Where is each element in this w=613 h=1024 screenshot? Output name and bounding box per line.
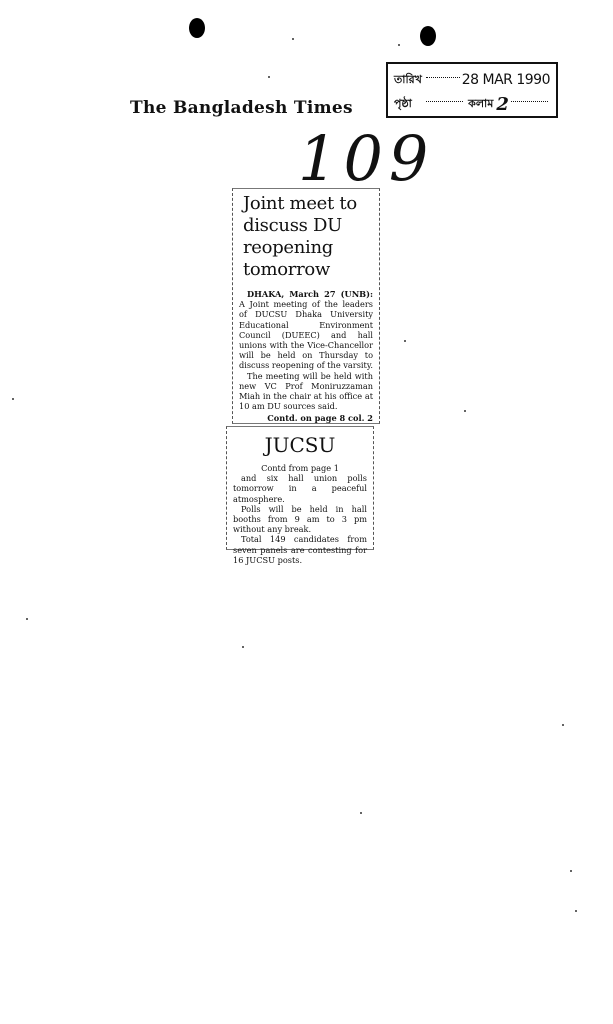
- article-body: [239, 289, 373, 424]
- stamp-page-label: পৃষ্ঠা: [394, 96, 412, 110]
- speck: [242, 646, 244, 648]
- article-paragraph: and six hall union polls tomorrow in a peaceful atmosphere.: [233, 473, 367, 504]
- article-headline: Joint meet to discuss DU reopening tomorrow: [243, 193, 357, 280]
- punch-hole-right: [420, 26, 436, 46]
- article-body: [233, 463, 367, 565]
- stamp-date-label: তারিখ: [394, 72, 422, 86]
- speck: [12, 398, 14, 400]
- newspaper-masthead: The Bangladesh Times: [130, 98, 353, 118]
- speck: [268, 76, 270, 78]
- article-clipping-du-reopening: [232, 188, 380, 424]
- speck: [570, 870, 572, 872]
- handwritten-number: 109: [298, 122, 435, 195]
- punch-hole-left: [189, 18, 205, 38]
- stamp-column-label: কলাম: [468, 96, 494, 110]
- article-paragraph: The meeting will be held with new VC Prof Moniruzzaman Miah in the chair at his office at 10 am DU sources said.: [239, 370, 373, 412]
- article-paragraph: Polls will be held in hall booths from 9 am to 3 pm without any break.: [233, 503, 367, 535]
- article-headline: JUCSU: [264, 433, 336, 457]
- speck: [562, 724, 564, 726]
- speck: [292, 38, 294, 40]
- speck: [360, 812, 362, 814]
- stamp-date-value: 28 MAR 1990: [461, 72, 550, 88]
- article-paragraph: Total 149 candidates from seven panels are contesting for 16 JUCSU posts.: [233, 534, 367, 565]
- article-continued-note: Contd. on page 8 col. 2: [267, 413, 373, 424]
- speck: [398, 44, 400, 46]
- article-continued-from: Contd from page 1: [261, 463, 339, 473]
- speck: [464, 410, 466, 412]
- speck: [575, 910, 577, 912]
- article-paragraph: A Joint meeting of the leaders of DUCSU Dhaka University Educational Environment Council (DUEEC) and hall unions with the Vice-Chancellor will be held on Thursday to discuss reopening of the varsity.: [239, 299, 373, 371]
- stamp-column-value: 2: [496, 93, 509, 115]
- date-stamp: [386, 62, 558, 118]
- article-dateline: DHAKA, March 27 (UNB):: [247, 289, 373, 299]
- article-clipping-jucsu: [226, 426, 374, 565]
- speck: [26, 618, 28, 620]
- speck: [404, 340, 406, 342]
